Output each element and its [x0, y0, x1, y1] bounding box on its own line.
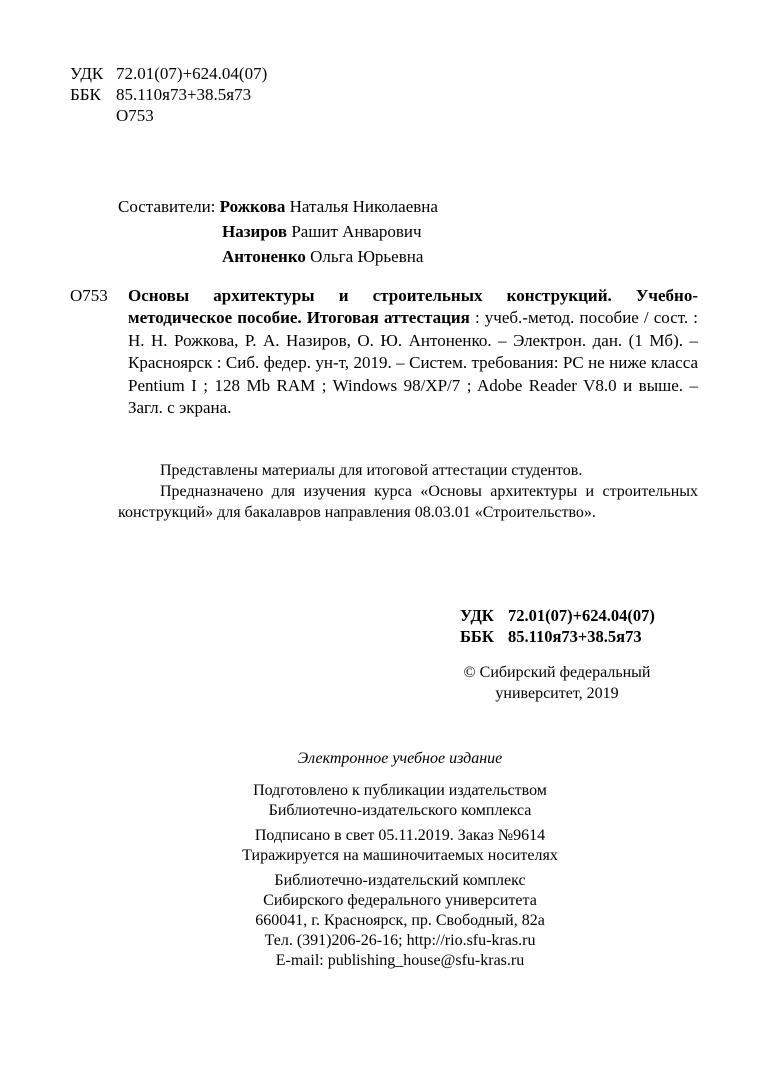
annotation-paragraph-2: Предназначено для изучения курса «Основы архитектуры и строительных конструкций» для бакалавров направления 08.03.01 «Строительство».: [118, 483, 698, 521]
compiler-line: [118, 244, 438, 269]
prepared-by-block: [70, 781, 730, 821]
prepared-by-line-1: Подготовлено к публикации издательством: [253, 782, 547, 799]
publisher-contact-block: [70, 871, 730, 971]
publisher-phone-website-line: Тел. (391)206-26-16; http://rio.sfu-kras.ru: [264, 932, 536, 949]
compilers-block: [118, 194, 438, 269]
bibliographic-details: : учеб.-метод. пособие / сост. : Н. Н. Рожкова, Р. А. Назиров, О. Ю. Антоненко. – Электрон. дан. (1 Мб). – Красноярск : Сиб. федер. ун-т, 2019. – Систем. требования: PC не ниже класса Pentium I ; 128 Mb RAM ; Windows 98/XP/7 ; Adobe Reader V8.0 и выше. – Загл. с экрана.: [128, 308, 698, 418]
bbk-label: ББК: [460, 627, 494, 646]
top-classification-codes: [70, 63, 267, 126]
udk-value: 72.01(07)+624.04(07): [116, 64, 268, 83]
udk-label: УДК: [460, 606, 494, 625]
author-sign: О753: [116, 106, 154, 125]
imprint-footer: [70, 749, 730, 976]
publisher-university-line: Сибирского федерального университета: [263, 892, 537, 909]
copyright-line-1: © Сибирский федеральный: [463, 664, 651, 681]
compiler-given-names: Рашит Анварович: [291, 222, 422, 241]
publisher-email-line: E-mail: publishing_house@sfu-kras.ru: [275, 952, 525, 969]
bbk-value: 85.110я73+38.5я73: [508, 627, 642, 646]
bibliographic-description: [128, 285, 698, 419]
distribution-note-line: Тиражируется на машиночитаемых носителях: [242, 847, 558, 864]
udk-row: [70, 63, 267, 84]
release-info-block: [70, 826, 730, 866]
copyright-notice: [459, 662, 655, 704]
compilers-label: Составители:: [118, 197, 216, 216]
edition-type-note: Электронное учебное издание: [297, 750, 503, 767]
bbk-label: ББК: [70, 85, 101, 104]
author-sign-spacer: [70, 105, 116, 126]
publisher-name-line: Библиотечно-издательский комплекс: [274, 872, 526, 889]
compiler-line: [118, 194, 438, 219]
release-date-order-line: Подписано в свет 05.11.2019. Заказ №9614: [254, 827, 546, 844]
bbk-value: 85.110я73+38.5я73: [116, 85, 252, 104]
book-title: Основы архитектуры и строительных конструкций. Учебно-методическое пособие. Итоговая аттестация: [128, 286, 698, 328]
compiler-given-names: Ольга Юрьевна: [310, 247, 424, 266]
prepared-by-line-2: Библиотечно-издательского комплекса: [268, 802, 532, 819]
compiler-surname: Рожкова: [219, 197, 286, 216]
udk-label: УДК: [70, 64, 104, 83]
bbk-row: [70, 84, 267, 105]
bbk-row-bottom: [460, 626, 655, 647]
udk-row-bottom: [460, 605, 655, 626]
compiler-line: [118, 219, 438, 244]
bottom-classification-codes: [460, 605, 655, 647]
author-sign-row: [70, 105, 267, 126]
udk-value: 72.01(07)+624.04(07): [508, 606, 655, 625]
bibliographic-entry: [70, 285, 698, 419]
author-sign-code: О753: [70, 286, 108, 305]
compiler-surname: Назиров: [222, 222, 288, 241]
annotation-paragraph-1: Представлены материалы для итоговой аттестации студентов.: [160, 462, 583, 479]
compiler-surname: Антоненко: [222, 247, 306, 266]
annotation-block: [118, 460, 698, 523]
compiler-given-names: Наталья Николаевна: [289, 197, 438, 216]
publisher-address-line: 660041, г. Красноярск, пр. Свободный, 82а: [255, 912, 545, 929]
copyright-line-2: университет, 2019: [495, 685, 619, 702]
